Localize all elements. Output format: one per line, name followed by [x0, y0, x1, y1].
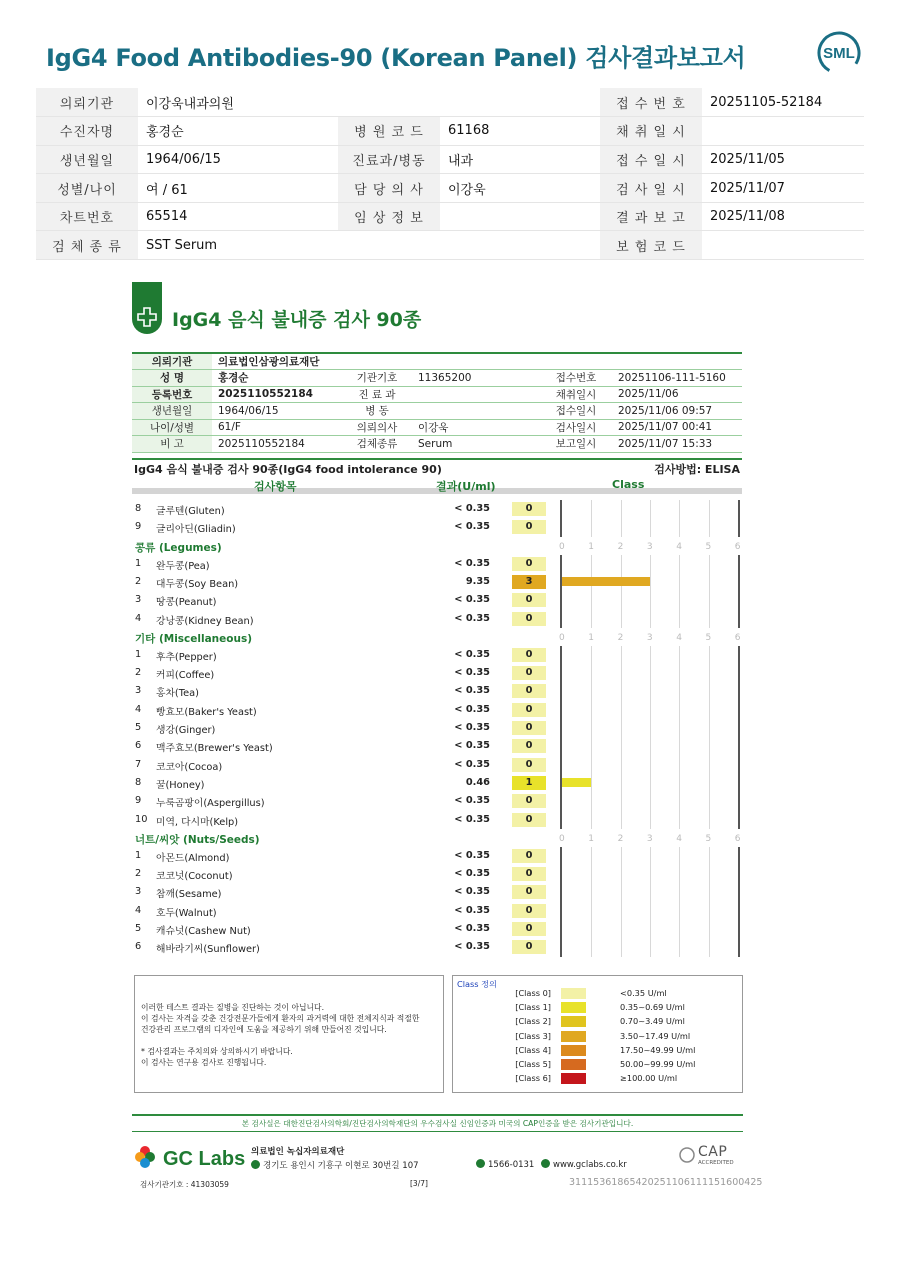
class-definition-box: [452, 975, 743, 1093]
item-number: 1: [135, 648, 142, 660]
disclaimer-line: 이 검사는 자격을 갖춘 건강전문가들에게 환자의 과거력에 대한 전체지식과 적절한: [141, 1014, 420, 1023]
patient-label: 진 료 과: [342, 386, 412, 403]
item-result: < 0.35: [454, 521, 490, 533]
class-tick-label: 0: [559, 541, 565, 552]
cap-accredited-logo: [678, 1144, 742, 1174]
class-swatch: [561, 988, 586, 999]
item-result: < 0.35: [454, 904, 490, 916]
item-result: < 0.35: [454, 703, 490, 715]
item-result: < 0.35: [454, 941, 490, 953]
class-bar: [562, 778, 591, 787]
website-text: www.gclabs.co.kr: [553, 1160, 627, 1170]
class-tick-label: 5: [705, 632, 712, 643]
sml-logo: [816, 30, 862, 76]
info-label: 검 사 일 시: [600, 174, 702, 203]
item-class-badge: 0: [512, 849, 546, 863]
patient-value: 2025110552184: [212, 386, 342, 403]
institution-code: 검사기관기호 : 41303059: [140, 1180, 229, 1189]
group-name: 너트/씨앗 (Nuts/Seeds): [135, 833, 260, 846]
class-bar: [562, 577, 650, 586]
info-value: 내과: [440, 145, 600, 174]
class-tick-label: 6: [734, 632, 741, 643]
result-row: [132, 646, 742, 664]
certification-text: 본 검사실은 대한진단검사의학회/진단검사의학재단의 우수검사실 신임인증과 미국의 CAP인증을 받은 검사기관입니다.: [132, 1114, 743, 1132]
result-row: [132, 865, 742, 883]
class-key: [Class 5]: [515, 1059, 551, 1069]
patient-label: 검체종류: [342, 436, 412, 453]
class-tick-label: 6: [734, 541, 741, 552]
patient-value: [412, 403, 540, 420]
item-number: 8: [135, 503, 142, 514]
item-result: < 0.35: [454, 503, 490, 514]
info-value: 2025/11/08: [702, 202, 864, 231]
info-value: 61168: [440, 117, 600, 146]
class-tick-label: 1: [588, 541, 595, 552]
result-row: [132, 719, 742, 737]
item-name: 홍차(Tea): [156, 688, 199, 700]
item-result: 9.35: [465, 575, 490, 587]
info-label: 결 과 보 고: [600, 202, 702, 231]
class-definition-row: [453, 1072, 743, 1086]
item-number: 8: [135, 776, 142, 788]
patient-label: 의뢰기관: [132, 353, 212, 370]
info-row: [36, 202, 864, 231]
item-result: < 0.35: [454, 813, 490, 825]
class-key: [Class 2]: [515, 1016, 551, 1027]
disclaimer-line: 건강관리 프로그램의 디자인에 도움을 제공하기 위해 만들어진 것입니다.: [141, 1025, 387, 1034]
test-method: 검사방법: ELISA: [654, 463, 740, 476]
info-value: 홍경순: [138, 117, 338, 146]
patient-value: 의료법인삼광의료재단: [212, 353, 342, 370]
patient-value: Serum: [412, 436, 540, 453]
item-class-badge: 0: [512, 703, 546, 717]
item-result: < 0.35: [454, 758, 490, 770]
patient-value: 2025/11/07 00:41: [612, 419, 742, 436]
patient-value: 이강욱: [412, 419, 540, 436]
patient-label: 보고일시: [540, 436, 612, 453]
patient-label: 나이/성별: [132, 419, 212, 436]
info-label: 병 원 코 드: [338, 117, 440, 146]
class-range: 0.35~0.69 U/ml: [620, 1002, 685, 1013]
item-result: < 0.35: [454, 886, 490, 898]
item-number: 5: [135, 722, 142, 733]
patient-label: 병 동: [342, 403, 412, 420]
class-definition-row: [453, 1015, 743, 1029]
patient-label: 검사일시: [540, 419, 612, 436]
item-class-badge: 0: [512, 940, 546, 954]
item-number: 2: [135, 575, 142, 587]
info-label: 채 취 일 시: [600, 117, 702, 146]
cap-sub: ACCREDITED: [698, 1160, 734, 1166]
class-range: ≥100.00 U/ml: [620, 1073, 678, 1084]
column-header: [132, 476, 742, 494]
class-swatch: [561, 1073, 586, 1084]
patient-row: [132, 419, 742, 436]
patient-label: 기관기호: [342, 370, 412, 387]
item-name: 대두콩(Soy Bean): [156, 578, 239, 590]
item-class-badge: 3: [512, 575, 546, 589]
info-value: 여 / 61: [138, 174, 338, 203]
patient-label: 성 명: [132, 370, 212, 387]
info-label: 접 수 번 호: [600, 88, 702, 117]
class-tick-label: 4: [676, 833, 682, 844]
item-number: 2: [135, 868, 142, 880]
item-name: 강낭콩(Kidney Bean): [156, 615, 254, 627]
patient-value: [612, 353, 742, 370]
item-number: 3: [135, 886, 142, 898]
foundation-name: 의료법인 녹십자의료재단: [251, 1147, 345, 1157]
embedded-patient-table: [132, 352, 742, 453]
info-value: [702, 231, 864, 260]
item-class-badge: 0: [512, 813, 546, 827]
item-class-badge: 1: [512, 776, 546, 790]
info-label: 보 험 코 드: [600, 231, 702, 260]
item-result: < 0.35: [454, 648, 490, 660]
result-row: [132, 555, 742, 573]
result-row: [132, 938, 742, 956]
group-name: 콩류 (Legumes): [135, 541, 222, 554]
info-label: 차트번호: [36, 202, 138, 231]
class-tick-label: 4: [676, 632, 682, 643]
disclaimer-line: [141, 1035, 437, 1046]
item-result: < 0.35: [454, 868, 490, 880]
patient-row: [132, 386, 742, 403]
item-name: 호두(Walnut): [156, 907, 217, 919]
panel-header: [132, 458, 742, 475]
item-number: 1: [135, 557, 142, 569]
patient-value: 홍경순: [212, 370, 342, 387]
item-name: 완두콩(Pea): [156, 560, 210, 572]
item-name: 아몬드(Almond): [156, 852, 230, 864]
item-class-badge: 0: [512, 885, 546, 899]
item-name: 글리아딘(Gliadin): [156, 524, 236, 536]
info-label: 의뢰기관: [36, 88, 138, 117]
item-result: < 0.35: [454, 685, 490, 697]
item-result: < 0.35: [454, 612, 490, 624]
col-item: 검사항목: [254, 480, 297, 493]
result-row: [132, 682, 742, 700]
item-class-badge: 0: [512, 922, 546, 936]
class-tick-label: 2: [617, 632, 624, 643]
info-value: [440, 202, 600, 231]
class-swatch: [561, 1016, 586, 1027]
disclaimer-box: [134, 975, 444, 1093]
info-label: 생년월일: [36, 145, 138, 174]
class-range: 17.50~49.99 U/ml: [620, 1044, 696, 1055]
item-class-badge: 0: [512, 739, 546, 753]
barcode-number: 31115361865420251106111151600425: [569, 1177, 763, 1188]
item-class-badge: 0: [512, 758, 546, 772]
disclaimer-line: 이러한 테스트 결과는 질병을 진단하는 것이 아닙니다.: [141, 1003, 325, 1012]
info-label: 담 당 의 사: [338, 174, 440, 203]
disclaimer-line: 이 검사는 연구용 검사로 진행됩니다.: [141, 1058, 267, 1067]
patient-label: 생년월일: [132, 403, 212, 420]
item-name: 생강(Ginger): [156, 725, 216, 736]
item-number: 7: [135, 758, 142, 770]
class-swatch: [561, 1045, 586, 1056]
result-row: [132, 811, 742, 829]
item-number: 3: [135, 685, 142, 697]
address-text: 경기도 용인시 기흥구 이현로 30번길 107: [263, 1161, 419, 1171]
patient-label: 의뢰의사: [342, 419, 412, 436]
item-result: 0.46: [465, 776, 490, 788]
item-class-badge: 0: [512, 557, 546, 571]
cap-text: CAP: [698, 1144, 728, 1160]
patient-value: 2025110552184: [212, 436, 342, 453]
item-result: < 0.35: [454, 557, 490, 569]
class-tick-label: 3: [646, 632, 653, 643]
patient-value: 61/F: [212, 419, 342, 436]
result-row: [132, 847, 742, 865]
info-value: SST Serum: [138, 231, 338, 260]
info-value: [440, 231, 600, 260]
item-result: < 0.35: [454, 667, 490, 679]
item-name: 빵효모(Baker's Yeast): [156, 706, 257, 718]
item-name: 참깨(Sesame): [156, 889, 222, 901]
class-tick-label: 0: [559, 833, 565, 844]
item-name: 미역, 다시마(Kelp): [156, 816, 239, 828]
patient-label: [540, 353, 612, 370]
result-row: [132, 920, 742, 938]
patient-row: [132, 370, 742, 387]
class-definition-row: [453, 987, 743, 1001]
report-bookmark-icon: [132, 282, 162, 334]
item-number: 10: [135, 813, 148, 825]
col-result: 결과(U/ml): [436, 480, 496, 493]
result-row: [132, 610, 742, 628]
patient-value: 2025/11/07 15:33: [612, 436, 742, 453]
class-range: <0.35 U/ml: [620, 988, 667, 998]
info-label: [338, 88, 440, 117]
patient-label: 접수일시: [540, 403, 612, 420]
info-value: 이강욱: [440, 174, 600, 203]
patient-info-table: [36, 88, 864, 260]
info-value: 2025/11/07: [702, 174, 864, 203]
class-tick-label: 6: [734, 833, 741, 844]
class-range: 0.70~3.49 U/ml: [620, 1016, 685, 1027]
info-row: [36, 88, 864, 117]
result-row: [132, 883, 742, 901]
patient-value: 11365200: [412, 370, 540, 387]
class-tick-label: 1: [588, 833, 595, 844]
foundation-address: [251, 1159, 419, 1171]
info-label: 성별/나이: [36, 174, 138, 203]
item-class-badge: 0: [512, 502, 546, 516]
class-swatch: [561, 1059, 586, 1070]
class-definition-row: [453, 1058, 743, 1072]
class-definition-row: [453, 1030, 743, 1044]
class-definition-row: [453, 1001, 743, 1015]
class-definition-row: [453, 1044, 743, 1058]
class-key: [Class 4]: [515, 1044, 551, 1055]
item-number: 4: [135, 904, 142, 916]
group-header: [132, 829, 742, 847]
item-result: < 0.35: [454, 795, 490, 807]
result-row: [132, 664, 742, 682]
result-row: [132, 701, 742, 719]
report-title: IgG4 Food Antibodies-90 (Korean Panel) 검사결과보고서: [46, 44, 746, 72]
item-class-badge: 0: [512, 520, 546, 534]
class-tick-label: 1: [588, 632, 595, 643]
info-value: [702, 117, 864, 146]
patient-row: [132, 353, 742, 370]
item-result: < 0.35: [454, 722, 490, 733]
item-number: 5: [135, 923, 142, 934]
result-row: [132, 902, 742, 920]
item-number: 1: [135, 849, 142, 861]
result-row: [132, 756, 742, 774]
website: [541, 1159, 627, 1170]
info-value: 65514: [138, 202, 338, 231]
patient-value: 1964/06/15: [212, 403, 342, 420]
item-name: 코코아(Cocoa): [156, 761, 223, 773]
item-name: 해바라기씨(Sunflower): [156, 944, 260, 956]
location-icon: [251, 1160, 260, 1169]
patient-value: 2025/11/06 09:57: [612, 403, 742, 420]
patient-value: [412, 353, 540, 370]
phone-text: 1566-0131: [488, 1160, 535, 1170]
class-tick-label: 5: [705, 541, 712, 552]
item-class-badge: 0: [512, 648, 546, 662]
class-key: [Class 6]: [515, 1073, 551, 1084]
info-label: [338, 231, 440, 260]
item-number: 4: [135, 612, 142, 624]
class-tick-label: 5: [705, 833, 712, 844]
info-row: [36, 231, 864, 260]
item-number: 9: [135, 795, 142, 807]
patient-label: 채취일시: [540, 386, 612, 403]
class-swatch: [561, 1002, 586, 1013]
item-name: 코코넛(Coconut): [156, 871, 233, 883]
result-row: [132, 792, 742, 810]
class-tick-label: 4: [676, 541, 682, 552]
info-label: 접 수 일 시: [600, 145, 702, 174]
phone-icon: [476, 1159, 485, 1168]
result-row: [132, 500, 742, 518]
disclaimer-line: * 검사결과는 주치의와 상의하시기 바랍니다.: [141, 1047, 293, 1056]
group-header: [132, 537, 742, 555]
class-key: [Class 3]: [515, 1030, 551, 1041]
class-tick-label: 3: [646, 541, 653, 552]
item-name: 맥주효모(Brewer's Yeast): [156, 743, 273, 755]
class-key: [Class 0]: [515, 988, 551, 998]
info-value: [440, 88, 600, 117]
item-class-badge: 0: [512, 794, 546, 808]
item-class-badge: 0: [512, 867, 546, 881]
class-tick-label: 0: [559, 632, 565, 643]
sml-logo-text: SML: [823, 45, 855, 62]
item-number: 3: [135, 594, 142, 606]
group-name: 기타 (Miscellaneous): [135, 632, 253, 645]
item-result: < 0.35: [454, 740, 490, 752]
class-tick-label: 2: [617, 541, 624, 552]
patient-label: [342, 353, 412, 370]
item-name: 글루텐(Gluten): [156, 506, 225, 517]
result-row: [132, 591, 742, 609]
class-tick-label: 3: [646, 833, 653, 844]
gc-labs-logo-text: GC Labs: [163, 1148, 246, 1170]
info-label: 수진자명: [36, 117, 138, 146]
item-name: 캐슈넛(Cashew Nut): [156, 926, 251, 937]
patient-label: 접수번호: [540, 370, 612, 387]
item-name: 커피(Coffee): [156, 670, 215, 682]
item-class-badge: 0: [512, 721, 546, 735]
info-value: 1964/06/15: [138, 145, 338, 174]
item-name: 누룩곰팡이(Aspergillus): [156, 798, 265, 810]
patient-value: 20251106-111-5160: [612, 370, 742, 387]
col-class: Class: [612, 478, 645, 491]
patient-value: 2025/11/06: [612, 386, 742, 403]
item-class-badge: 0: [512, 612, 546, 626]
result-row: [132, 518, 742, 536]
item-name: 후추(Pepper): [156, 651, 217, 663]
phone: [476, 1159, 534, 1170]
item-class-badge: 0: [512, 684, 546, 698]
item-result: < 0.35: [454, 923, 490, 934]
item-number: 4: [135, 703, 142, 715]
class-range: 3.50~17.49 U/ml: [620, 1030, 691, 1041]
embedded-report-title: IgG4 음식 불내증 검사 90종: [172, 309, 422, 331]
class-definition-title: Class 정의: [457, 979, 497, 989]
class-range: 50.00~99.99 U/ml: [620, 1059, 696, 1069]
class-key: [Class 1]: [515, 1002, 551, 1013]
item-number: 6: [135, 941, 142, 953]
patient-row: [132, 436, 742, 453]
panel-name: IgG4 음식 불내증 검사 90종(IgG4 food intolerance 90): [134, 463, 442, 476]
info-label: 임 상 정 보: [338, 202, 440, 231]
class-swatch: [561, 1031, 586, 1042]
info-value: 20251105-52184: [702, 88, 864, 117]
item-class-badge: 0: [512, 593, 546, 607]
web-icon: [541, 1159, 550, 1168]
result-row: [132, 573, 742, 591]
item-result: < 0.35: [454, 594, 490, 606]
item-number: 6: [135, 740, 142, 752]
item-name: 땅콩(Peanut): [156, 597, 217, 609]
item-class-badge: 0: [512, 904, 546, 918]
info-row: [36, 174, 864, 203]
info-row: [36, 145, 864, 174]
info-value: 이강욱내과의원: [138, 88, 338, 117]
patient-row: [132, 403, 742, 420]
item-number: 2: [135, 667, 142, 679]
info-row: [36, 117, 864, 146]
gc-labs-logo: [132, 1142, 248, 1172]
class-tick-label: 2: [617, 833, 624, 844]
group-header: [132, 628, 742, 646]
info-label: 진료과/병동: [338, 145, 440, 174]
result-row: [132, 737, 742, 755]
info-value: 2025/11/05: [702, 145, 864, 174]
item-class-badge: 0: [512, 666, 546, 680]
item-number: 9: [135, 521, 142, 533]
patient-value: [412, 386, 540, 403]
result-row: [132, 774, 742, 792]
patient-label: 비 고: [132, 436, 212, 453]
item-result: < 0.35: [454, 849, 490, 861]
info-label: 검 체 종 류: [36, 231, 138, 260]
item-name: 꿀(Honey): [156, 779, 205, 791]
page-number: [3/7]: [410, 1179, 428, 1188]
patient-label: 등록번호: [132, 386, 212, 403]
